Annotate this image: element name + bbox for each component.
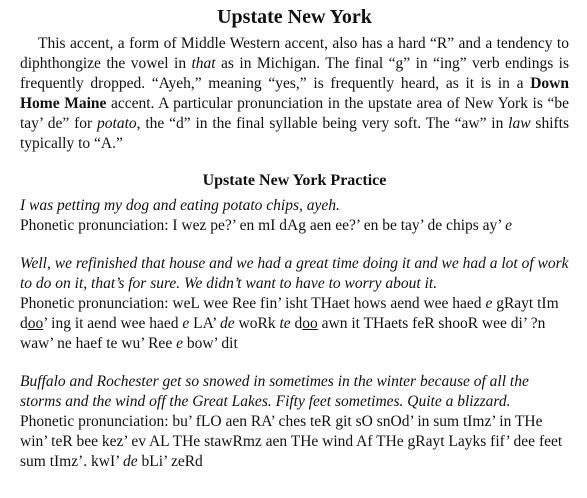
text-run: e [505,217,513,234]
practice-example-2 [20,254,569,354]
example-phonetic [20,294,569,354]
text-run: , the “d” in the final syllable being very soft. The “aw” in [136,115,509,132]
text-run: shifts typically to “A.” [20,115,569,152]
text-run: law [508,115,531,132]
text-run: woRk [234,315,280,332]
practice-example-1 [20,196,569,236]
text-run: e [485,295,493,312]
text-run: LA’ [189,315,221,332]
example-quote: I was petting my dog and eating potato chips, ayeh. [20,197,340,214]
practice-heading: Upstate New York Practice [202,172,387,189]
text-run: e [176,335,183,352]
text-run: potato [97,115,137,132]
page-title: Upstate New York [217,6,372,28]
example-phonetic [20,412,569,472]
intro-paragraph [20,34,569,154]
text-run: This accent, a form of Middle Western accent, also has a hard “R” and a tendency to diphthongize the vowel in [20,35,569,72]
text-run: ’ ing it aend wee haed [43,315,183,332]
text-run: d [290,315,303,332]
practice-example-3 [20,372,569,472]
text-run: gRayt tIm d [20,295,559,332]
example-quote: Well, we refinished that house and we had a great time doing it and we had a lot of work to do on it, that’s for sure. We didn’t want to have to worry about it. [20,255,569,292]
text-run: oo [302,315,318,332]
text-run: e [182,315,190,332]
text-run: that [191,55,216,72]
text-run: Phonetic pronunciation: I wez pe?’ en mI dAg aen ee?’ en be tay’ de chips ay’ [20,217,506,234]
text-run: awn it THaets feR shooR wee di’ ?n waw’ ne haef te wu’ Ree [20,315,546,352]
example-quote: Buffalo and Rochester get so snowed in sometimes in the winter because of all the storms and the wind off the Great Lakes. Fifty feet sometimes. Quite a blizzard. [20,373,529,410]
example-phonetic [20,216,569,236]
practice-examples [20,196,569,472]
text-run: de [220,315,235,332]
text-run: Down Home Maine [20,75,569,112]
text-run: te [279,315,291,332]
text-run: accent. A particular pronunciation in the upstate area of New York is “be tay’ de” for [20,95,569,132]
text-run: Phonetic pronunciation: weL wee Ree fin’ isht THaet hows aend wee haed [20,295,486,312]
text-run: oo [27,315,44,332]
text-run: bLi’ zeRd [137,453,203,470]
text-run: bow’ dit [182,335,238,352]
text-run: de [123,453,138,470]
text-run: as in Michigan. The final “g” in “ing” verb endings is frequently dropped. “Ayeh,” meaning “yes,” is frequently heard, as it is in a [20,55,569,92]
text-run: Phonetic pronunciation: bu’ fLO aen RA’ ches teR git sO snOd’ in sum tImz’ in THe win’ teR bee kez’ ev AL THe stawRmz aen THe wind Af THe gRayt Layks fif’ dee feet sum tImz’. kwI’ [20,413,563,470]
